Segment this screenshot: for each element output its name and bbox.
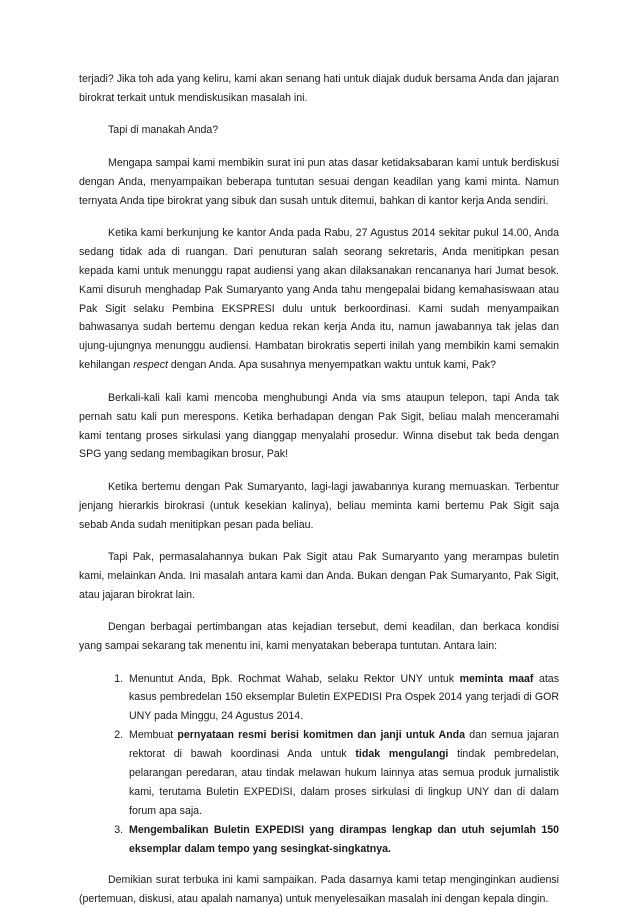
paragraph-meeting: Ketika bertemu dengan Pak Sumaryanto, lagi-lagi jawabannya kurang memuaskan. Terbentur jenjang hierarkis birokrasi (untuk kesekian kalinya), beliau meminta kami bertemu Pak Sigit saja sebab Anda sudah menitipkan pesan pada beliau. (79, 480, 559, 531)
paragraph-issue: Tapi Pak, permasalahannya bukan Pak Sigit atau Pak Sumaryanto yang merampas buletin kami, melainkan Anda. Ini masalah antara kami dan Anda. Bukan dengan Pak Sumaryanto, Pak Sigit, atau jajaran birokrat lain. (79, 551, 559, 601)
paragraph-visit (79, 224, 559, 375)
demand-2-pre: Membuat (129, 729, 178, 742)
paragraph-visit-emphasis: respect (133, 359, 168, 372)
demand-2-mid: dan semua jajaran rektorat di bawah koordinasi Anda untuk (129, 729, 559, 761)
demand-item-2 (126, 726, 559, 821)
paragraph-reason: Mengapa sampai kami membikin surat ini pun atas dasar ketidaksabaran kami untuk berdiskusi dengan Anda, menyampaikan beberapa tuntutan sesuai dengan keadilan yang kami minta. Namun ternyata Anda tipe birokrat yang sibuk dan susah untuk ditemui, bahkan di kantor kerja Anda sendiri. (79, 156, 559, 207)
demand-item-3 (126, 821, 559, 859)
paragraph-visit-text-b: dengan Anda. Apa susahnya menyempatkan waktu untuk kami, Pak? (167, 359, 496, 372)
demand-2-post: tindak pembredelan, pelarangan peredaran, atau tindak melawan hukum lainnya atas semua produk jurnalistik kami, terutama Buletin EXPEDISI, dalam proses sirkulasi di lingkup UNY dan di dalam forum apa saja. (129, 748, 559, 817)
paragraph-continuation: terjadi? Jika toh ada yang keliru, kami akan senang hati untuk diajak duduk bersama Anda dan jajaran birokrat terkait untuk mendiskusikan masalah ini. (79, 73, 559, 104)
demand-3-bold: Mengembalikan Buletin EXPEDISI yang dirampas lengkap dan utuh sejumlah 150 eksemplar dalam tempo yang sesingkat-singkatnya. (129, 823, 559, 855)
demand-1-post: atas kasus pembredelan 150 eksemplar Buletin EXPEDISI Pra Ospek 2014 yang terjadi di GOR UNY pada Minggu, 24 Agustus 2014. (129, 672, 559, 723)
demand-item-1 (126, 670, 559, 727)
paragraph-closing: Demikian surat terbuka ini kami sampaikan. Pada dasarnya kami tetap menginginkan audiensi (pertemuan, diskusi, atau apalah namanya) untuk menyelesaikan masalah ini dengan kepala dingin. (79, 873, 559, 905)
paragraph-demands-intro: Dengan berbagai pertimbangan atas kejadian tersebut, demi keadilan, dan berkaca kondisi yang sampai sekarang tak menentu ini, kami menyatakan beberapa tuntutan. Antara lain: (79, 621, 559, 653)
paragraph-visit-text-a: Ketika kami berkunjung ke kantor Anda pada Rabu, 27 Agustus 2014 sekitar pukul 14.00, Anda sedang tidak ada di ruangan. Dari penuturan salah seorang sekretaris, Anda menitipkan pesan kepada kami untuk menunggu rapat audiensi yang akan dilaksanakan rencananya hari Jumat besok. Kami disuruh menghadap Pak Sumaryanto yang Anda tahu mengepalai bidang kemahasiswaan atau Pak Sigit selaku Pembina EKSPRESI dulu untuk berkoordinasi. Kami sudah menyampaikan bahwasanya sudah bertemu dengan kedua rekan kerja Anda itu, namun jawabannya tak jelas dan ujung-ujungnya menunggu audiensi. Hambatan birokratis seperti inilah yang membikin kami semakin kehilangan (79, 226, 559, 372)
demand-2-bold-1: pernyataan resmi berisi komitmen dan janji untuk Anda (177, 729, 466, 742)
paragraph-question: Tapi di manakah Anda? (108, 124, 219, 137)
paragraph-contact: Berkali-kali kali kami mencoba menghubungi Anda via sms ataupun telepon, tapi Anda tak pernah satu kali pun merespons. Ketika berhadapan dengan Pak Sigit, beliau malah menceramahi kami tentang proses sirkulasi yang dianggap menyalahi prosedur. Winna disebut tak beda dengan SPG yang sedang membagikan brosur, Pak! (79, 391, 559, 461)
demands-list (79, 670, 559, 859)
demand-1-pre: Menuntut Anda, Bpk. Rochmat Wahab, selaku Rektor UNY untuk (129, 672, 460, 685)
demand-1-bold: meminta maaf (459, 672, 534, 685)
demand-2-bold-2: tidak mengulangi (355, 748, 449, 761)
